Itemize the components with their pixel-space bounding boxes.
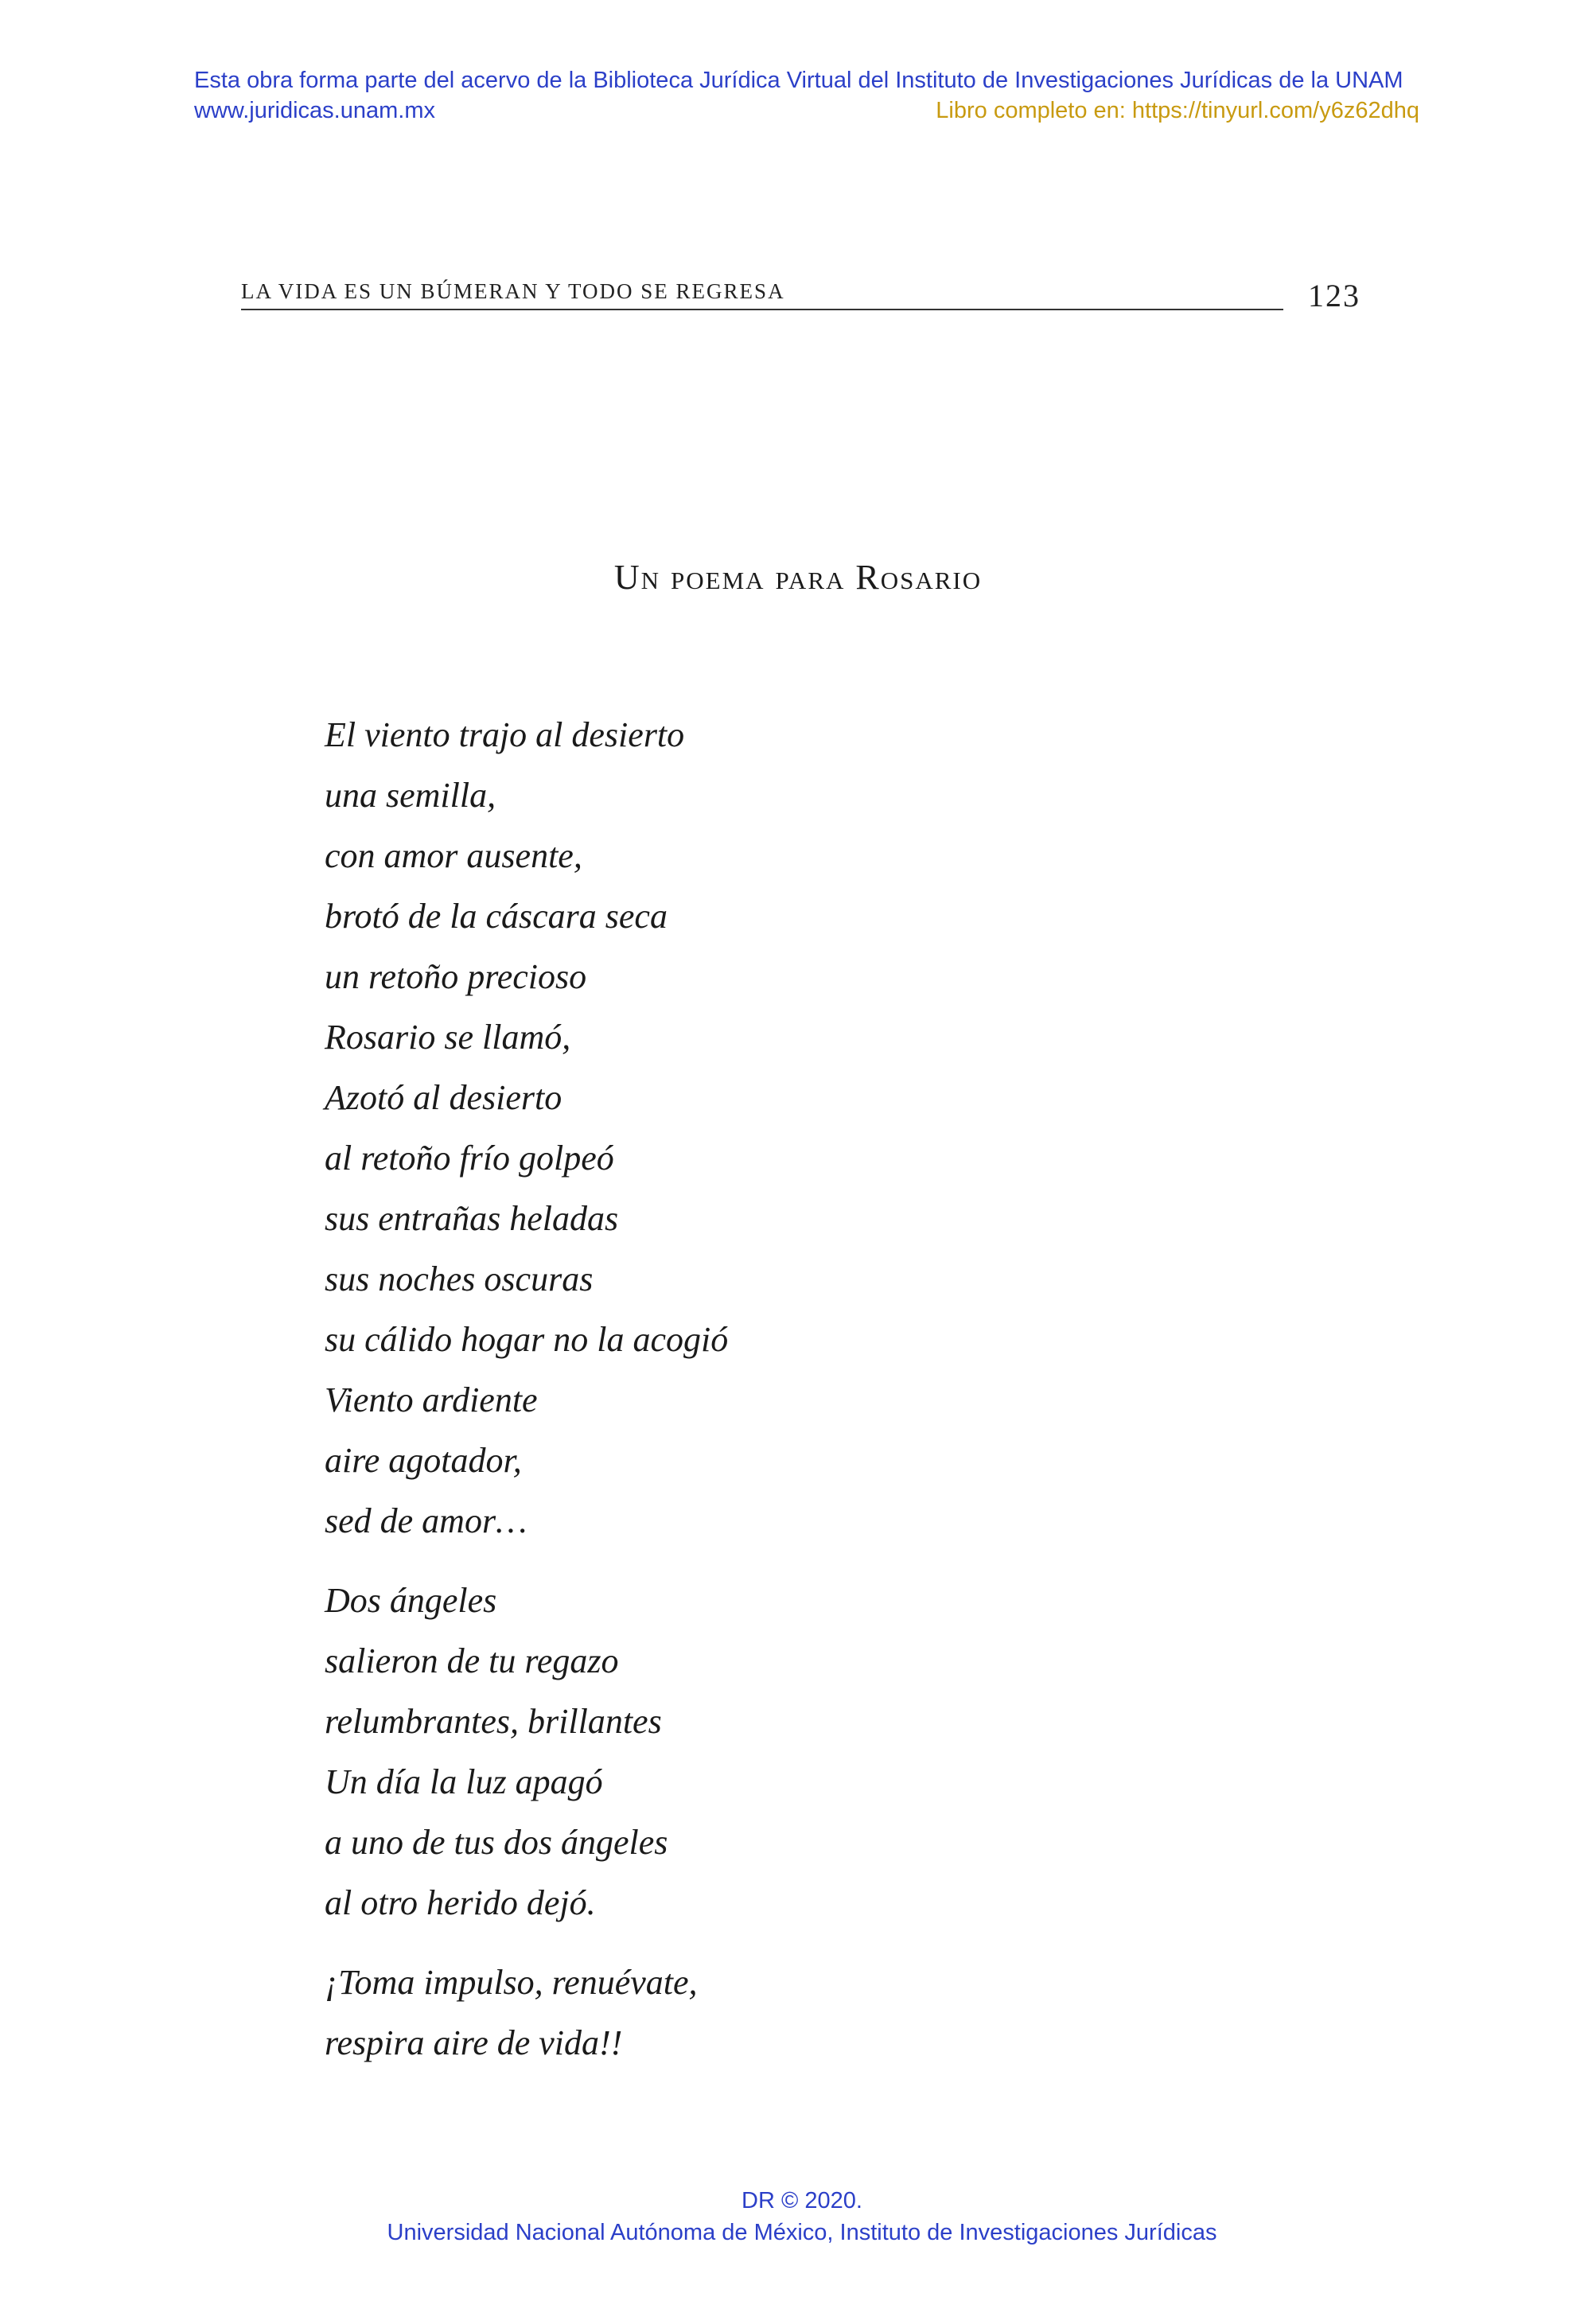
poem-line: sed de amor…: [325, 1501, 527, 1540]
site-link[interactable]: www.juridicas.unam.mx: [194, 98, 435, 123]
footer-copyright: DR © 2020.: [742, 2188, 862, 2213]
poem-line: un retoño precioso: [325, 957, 587, 996]
running-head: LA VIDA ES UN BÚMERAN Y TODO SE REGRESA: [241, 275, 1283, 310]
poem-line: sus noches oscuras: [325, 1260, 594, 1298]
banner-notice: Esta obra forma parte del acervo de la Biblioteca Jurídica Virtual del Instituto de Investigaciones Jurídicas de la UNAM: [194, 68, 1403, 93]
poem-line: brotó de la cáscara seca: [325, 897, 668, 936]
poem-line: su cálido hogar no la acogió: [325, 1320, 729, 1359]
poem-line: Azotó al desierto: [325, 1078, 562, 1117]
poem-body: [325, 705, 728, 2093]
poem-line: Rosario se llamó,: [325, 1018, 571, 1057]
poem-line: una semilla,: [325, 776, 496, 815]
poem-line: El viento trajo al desierto: [325, 715, 685, 754]
stanza-1: [325, 705, 728, 1552]
poem-line: sus entrañas heladas: [325, 1199, 619, 1238]
stanza-3: [325, 1953, 728, 2073]
poem-line: aire agotador,: [325, 1441, 522, 1480]
poem-title: Un poema para Rosario: [613, 558, 983, 597]
poem-line: ¡Toma impulso, renuévate,: [325, 1963, 698, 2002]
poem-line: Viento ardiente: [325, 1380, 538, 1419]
repository-banner: [194, 65, 1419, 126]
footer-institution: Universidad Nacional Autónoma de México, Instituto de Investigaciones Jurídicas: [387, 2220, 1217, 2245]
poem-line: con amor ausente,: [325, 836, 582, 875]
poem-line: respira aire de vida!!: [325, 2023, 623, 2062]
poem-line: al otro herido dejó.: [325, 1883, 596, 1922]
poem-line: al retoño frío golpeó: [325, 1139, 614, 1178]
banner-links-row: [194, 95, 1419, 126]
page-footer: [0, 2185, 1596, 2248]
poem-line: Dos ángeles: [325, 1581, 497, 1620]
page-number: 123: [1308, 278, 1360, 313]
poem-line: salieron de tu regazo: [325, 1641, 619, 1680]
poem-line: Un día la luz apagó: [325, 1762, 603, 1801]
poem-line: relumbrantes, brillantes: [325, 1702, 662, 1741]
poem-line: a uno de tus dos ángeles: [325, 1823, 668, 1862]
book-link[interactable]: Libro completo en: https://tinyurl.com/y6z62dhq: [936, 98, 1419, 123]
stanza-2: [325, 1571, 728, 1933]
